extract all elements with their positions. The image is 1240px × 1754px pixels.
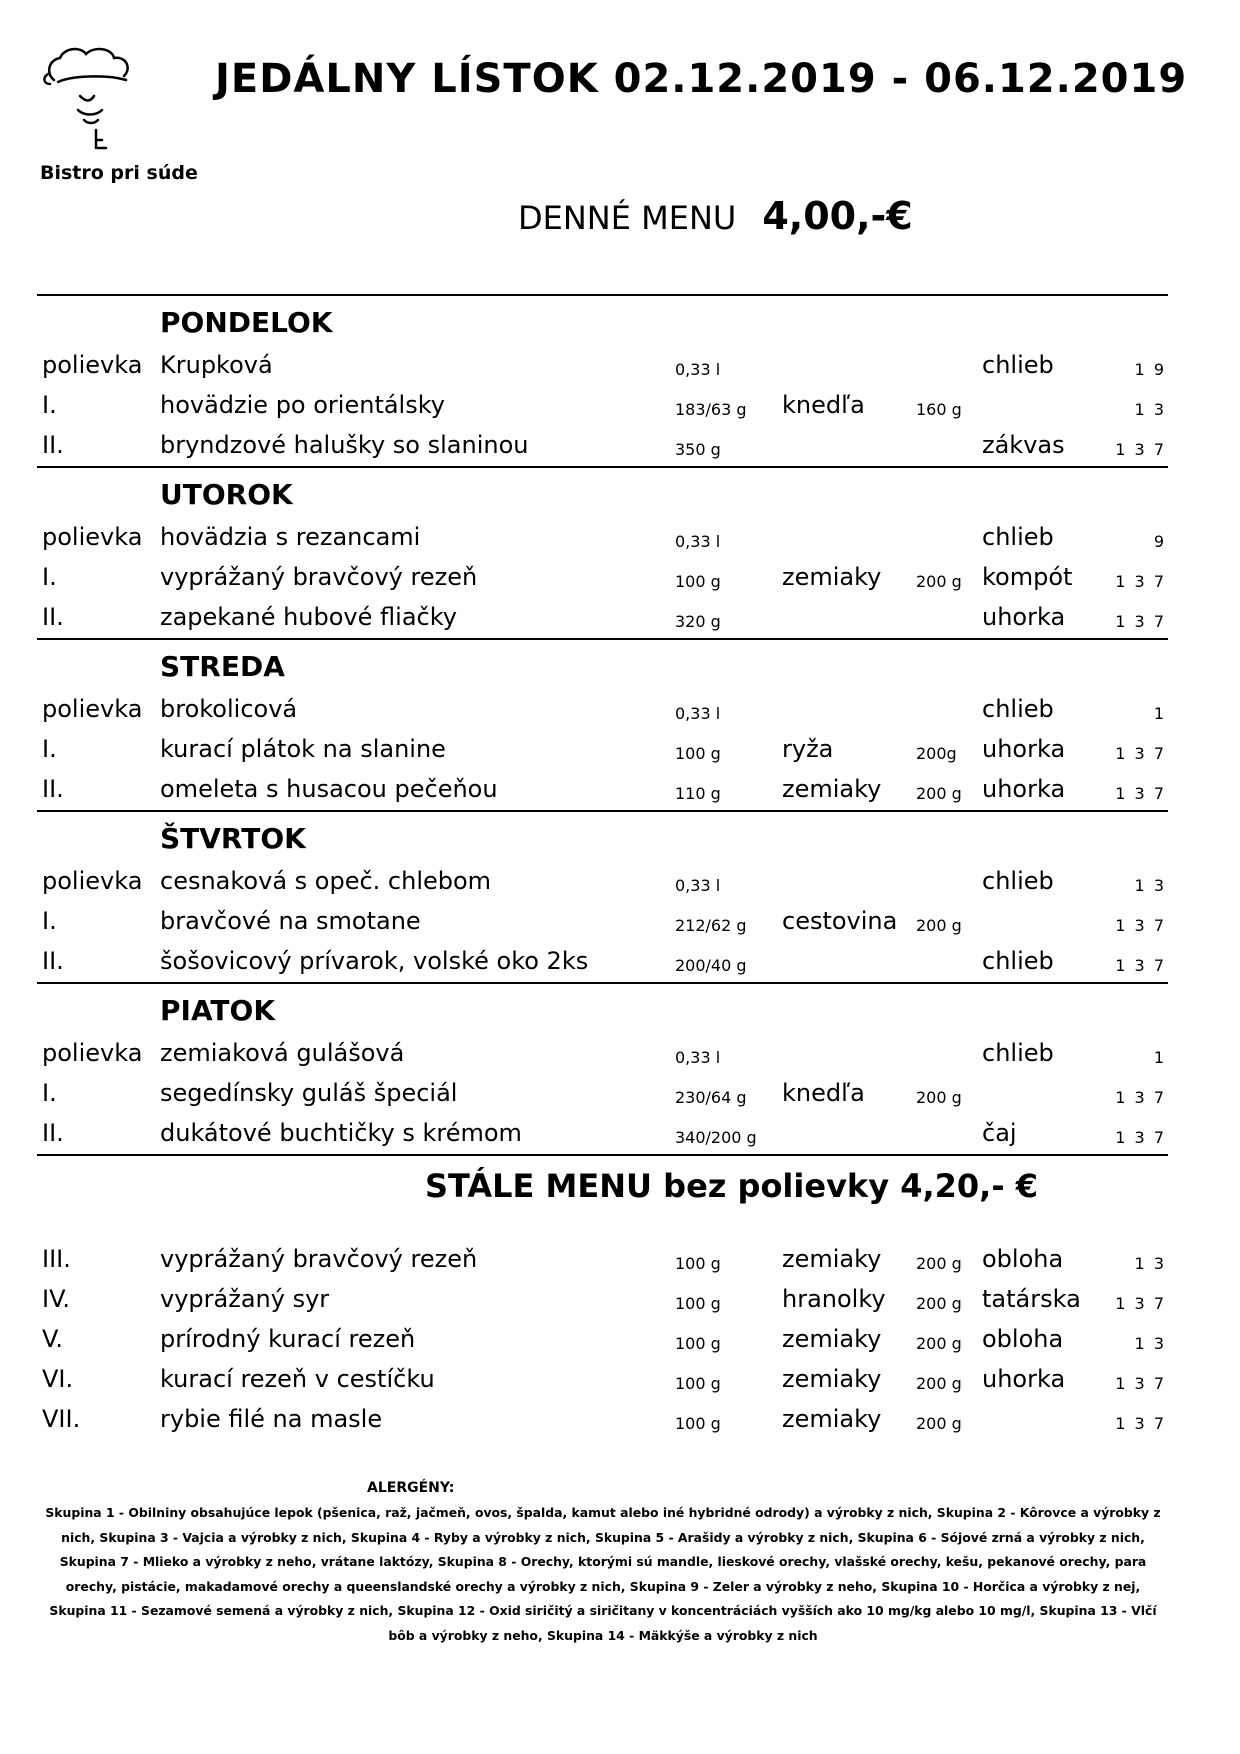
allergen-codes: 1 3 7: [1115, 784, 1166, 803]
dish-name: kurací plátok na slanine: [160, 735, 446, 763]
dish-amount: 0,33 l: [675, 704, 721, 723]
dish-name: prírodný kurací rezeň: [160, 1325, 416, 1353]
side-dish: zemiaky: [782, 1405, 882, 1433]
dish-amount: 100 g: [675, 572, 721, 591]
extra-item: chlieb: [982, 695, 1054, 723]
menu-row: [0, 1285, 1240, 1321]
item-label: II.: [42, 603, 64, 631]
dish-amount: 0,33 l: [675, 876, 721, 895]
allergen-codes: 1 3: [1134, 876, 1166, 895]
item-label: polievka: [42, 351, 143, 379]
side-amount: 200 g: [916, 1374, 962, 1393]
item-label: I.: [42, 735, 57, 763]
side-dish: hranolky: [782, 1285, 886, 1313]
side-amount: 200g: [916, 744, 957, 763]
extra-item: obloha: [982, 1325, 1064, 1353]
day-heading-friday: PIATOK: [160, 994, 276, 1027]
allergen-codes: 1 3 7: [1115, 1294, 1166, 1313]
extra-item: čaj: [982, 1119, 1017, 1147]
side-dish: knedľa: [782, 391, 865, 419]
extra-item: chlieb: [982, 947, 1054, 975]
dish-amount: 100 g: [675, 1374, 721, 1393]
side-amount: 200 g: [916, 916, 962, 935]
dish-name: Krupková: [160, 351, 273, 379]
dish-amount: 0,33 l: [675, 532, 721, 551]
dish-name: omeleta s husacou pečeňou: [160, 775, 498, 803]
extra-item: uhorka: [982, 735, 1066, 763]
day-heading-wednesday: STREDA: [160, 650, 285, 683]
item-label: I.: [42, 1079, 57, 1107]
standing-menu-heading: STÁLE MENU bez polievky 4,20,- €: [425, 1167, 1038, 1205]
extra-item: tatárska: [982, 1285, 1081, 1313]
dish-amount: 100 g: [675, 1334, 721, 1353]
menu-row: [0, 431, 1240, 467]
allergens-title: ALERGÉNY:: [367, 1480, 455, 1496]
menu-row: [0, 1119, 1240, 1155]
side-amount: 200 g: [916, 1254, 962, 1273]
dish-amount: 230/64 g: [675, 1088, 747, 1107]
dish-name: vyprážaný bravčový rezeň: [160, 563, 478, 591]
item-label: polievka: [42, 695, 143, 723]
menu-row: [0, 947, 1240, 983]
side-amount: 200 g: [916, 784, 962, 803]
day-heading-tuesday: UTOROK: [160, 478, 293, 511]
item-label: VI.: [42, 1365, 74, 1393]
allergen-codes: 1 3: [1134, 400, 1166, 419]
item-label: I.: [42, 563, 57, 591]
side-amount: 200 g: [916, 1414, 962, 1433]
dish-name: hovädzie po orientálsky: [160, 391, 445, 419]
side-amount: 200 g: [916, 1294, 962, 1313]
menu-row: [0, 603, 1240, 639]
extra-item: uhorka: [982, 775, 1066, 803]
allergen-codes: 1 3: [1134, 1254, 1166, 1273]
dish-amount: 340/200 g: [675, 1128, 757, 1147]
allergen-codes: 1 3 7: [1115, 1128, 1166, 1147]
dish-amount: 100 g: [675, 1294, 721, 1313]
extra-item: obloha: [982, 1245, 1064, 1273]
extra-item: uhorka: [982, 1365, 1066, 1393]
dish-name: dukátové buchtičky s krémom: [160, 1119, 522, 1147]
allergen-codes: 1 3 7: [1115, 1414, 1166, 1433]
side-amount: 200 g: [916, 572, 962, 591]
daily-menu-heading: [518, 194, 913, 238]
dish-amount: 100 g: [675, 744, 721, 763]
menu-row: [0, 1325, 1240, 1361]
item-label: II.: [42, 1119, 64, 1147]
page-title: JEDÁLNY LÍSTOK 02.12.2019 - 06.12.2019: [215, 56, 1188, 102]
dish-name: brokolicová: [160, 695, 298, 723]
dish-name: rybie filé na masle: [160, 1405, 383, 1433]
dish-amount: 183/63 g: [675, 400, 747, 419]
dish-name: segedínsky guláš špeciál: [160, 1079, 458, 1107]
menu-row: [0, 523, 1240, 559]
dish-name: cesnaková s opeč. chlebom: [160, 867, 492, 895]
dish-name: vyprážaný bravčový rezeň: [160, 1245, 478, 1273]
menu-row: [0, 907, 1240, 943]
dish-amount: 100 g: [675, 1414, 721, 1433]
side-dish: zemiaky: [782, 1365, 882, 1393]
dish-amount: 200/40 g: [675, 956, 747, 975]
allergen-codes: 9: [1153, 532, 1166, 551]
menu-row: [0, 1245, 1240, 1281]
menu-row: [0, 775, 1240, 811]
dish-amount: 320 g: [675, 612, 721, 631]
allergen-codes: 1 3 7: [1115, 956, 1166, 975]
allergen-codes: 1 9: [1134, 360, 1166, 379]
dish-name: hovädzia s rezancami: [160, 523, 421, 551]
menu-row: [0, 391, 1240, 427]
daily-menu-label: DENNÉ MENU: [518, 199, 737, 237]
allergen-codes: 1: [1153, 1048, 1166, 1067]
side-dish: zemiaky: [782, 1325, 882, 1353]
menu-row: [0, 867, 1240, 903]
side-dish: zemiaky: [782, 775, 882, 803]
side-dish: knedľa: [782, 1079, 865, 1107]
item-label: polievka: [42, 867, 143, 895]
dish-amount: 100 g: [675, 1254, 721, 1273]
menu-row: [0, 563, 1240, 599]
allergen-codes: 1 3 7: [1115, 572, 1166, 591]
item-label: II.: [42, 775, 64, 803]
allergen-codes: 1 3 7: [1115, 1374, 1166, 1393]
item-label: I.: [42, 391, 57, 419]
side-dish: zemiaky: [782, 1245, 882, 1273]
allergen-codes: 1 3 7: [1115, 1088, 1166, 1107]
divider: [37, 638, 1168, 640]
allergen-codes: 1: [1153, 704, 1166, 723]
menu-row: [0, 351, 1240, 387]
dish-name: kurací rezeň v cestíčku: [160, 1365, 435, 1393]
day-heading-monday: PONDELOK: [160, 306, 333, 339]
extra-item: zákvas: [982, 431, 1065, 459]
dish-name: vyprážaný syr: [160, 1285, 330, 1313]
item-label: polievka: [42, 1039, 143, 1067]
divider: [37, 982, 1168, 984]
divider: [37, 466, 1168, 468]
extra-item: chlieb: [982, 1039, 1054, 1067]
side-dish: ryža: [782, 735, 834, 763]
allergen-codes: 1 3: [1134, 1334, 1166, 1353]
item-label: VII.: [42, 1405, 81, 1433]
menu-row: [0, 1039, 1240, 1075]
extra-item: uhorka: [982, 603, 1066, 631]
day-heading-thursday: ŠTVRTOK: [160, 822, 306, 855]
dish-name: bravčové na smotane: [160, 907, 421, 935]
item-label: IV.: [42, 1285, 71, 1313]
menu-row: [0, 1079, 1240, 1115]
allergen-codes: 1 3 7: [1115, 744, 1166, 763]
divider: [37, 294, 1168, 296]
side-dish: cestovina: [782, 907, 898, 935]
dish-amount: 110 g: [675, 784, 721, 803]
daily-menu-price: 4,00,-€: [762, 194, 913, 238]
menu-row: [0, 735, 1240, 771]
side-amount: 200 g: [916, 1334, 962, 1353]
allergens-text: Skupina 1 - Obilniny obsahujúce lepok (pšenica, raž, jačmeň, ovos, špalda, kamut alebo iné hybridné odrody) a výrobky z nich, Skupina 2 - Kôrovce a výrobky z nich, Skupina 3 - Vajcia a výrobky z nich, Skupina 4 - Ryby a výrobky z nich, Skupina 5 - Arašidy a výrobky z nich, Skupina 6 - Sójové zrná a výrobky z nich, Skupina 7 - Mlieko a výrobky z neho, vrátane laktózy, Skupina 8 - Orechy, ktorými sú mandle, lieskové orechy, vlašské orechy, kešu, pekanové orechy, para orechy, pistácie, makadamové orechy a queenslandské orechy a výrobky z nich, Skupina 9 - Zeler a výrobky z neho, Skupina 10 - Horčica a výrobky z nej, Skupina 11 - Sezamové semená a výrobky z nich, Skupina 12 - Oxid siričitý a siričitany v koncentráciách vyšších ako 10 mg/kg alebo 10 mg/l, Skupina 13 - Vlčí bôb a výrobky z neho, Skupina 14 - Mäkkýše a výrobky z nich: [45, 1505, 1161, 1643]
dish-amount: 350 g: [675, 440, 721, 459]
item-label: I.: [42, 907, 57, 935]
divider: [37, 810, 1168, 812]
side-amount: 160 g: [916, 400, 962, 419]
extra-item: chlieb: [982, 523, 1054, 551]
item-label: II.: [42, 431, 64, 459]
dish-name: šošovicový prívarok, volské oko 2ks: [160, 947, 589, 975]
dish-amount: 0,33 l: [675, 1048, 721, 1067]
extra-item: chlieb: [982, 351, 1054, 379]
allergen-codes: 1 3 7: [1115, 440, 1166, 459]
dish-amount: 212/62 g: [675, 916, 747, 935]
item-label: II.: [42, 947, 64, 975]
menu-row: [0, 695, 1240, 731]
item-label: III.: [42, 1245, 71, 1273]
item-label: polievka: [42, 523, 143, 551]
dish-amount: 0,33 l: [675, 360, 721, 379]
dish-name: zemiaková gulášová: [160, 1039, 405, 1067]
dish-name: bryndzové halušky so slaninou: [160, 431, 529, 459]
bistro-name: Bistro pri súde: [40, 162, 198, 184]
extra-item: kompót: [982, 563, 1073, 591]
chef-logo-icon: [40, 44, 150, 162]
side-dish: zemiaky: [782, 563, 882, 591]
menu-row: [0, 1405, 1240, 1441]
allergen-codes: 1 3 7: [1115, 916, 1166, 935]
divider: [37, 1154, 1168, 1156]
item-label: V.: [42, 1325, 63, 1353]
side-amount: 200 g: [916, 1088, 962, 1107]
dish-name: zapekané hubové fliačky: [160, 603, 457, 631]
menu-row: [0, 1365, 1240, 1401]
extra-item: chlieb: [982, 867, 1054, 895]
allergen-codes: 1 3 7: [1115, 612, 1166, 631]
